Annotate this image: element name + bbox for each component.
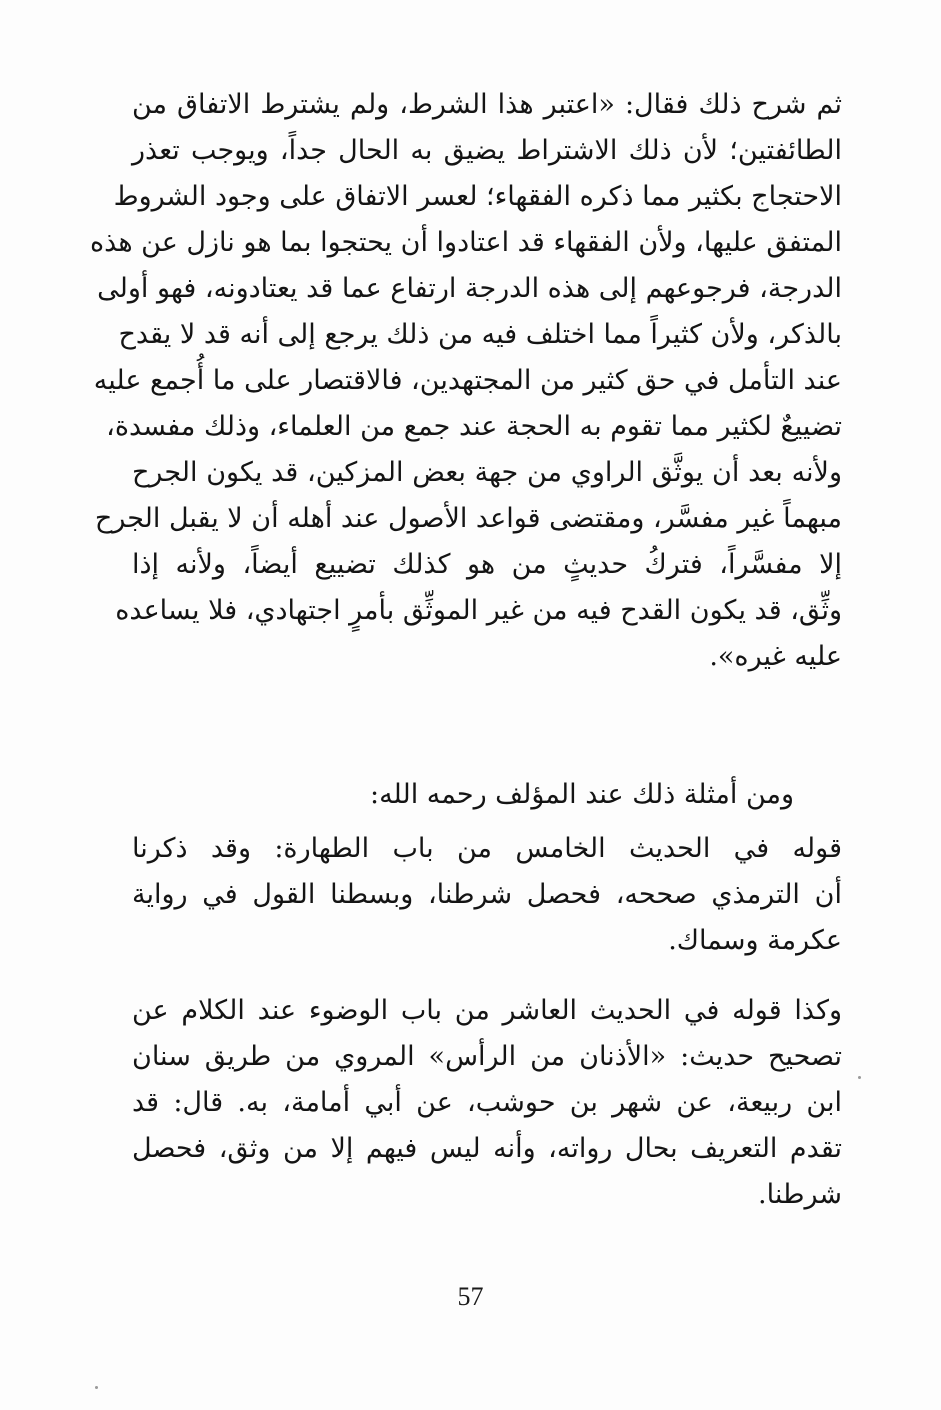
text-line: تقدم التعريف بحال رواته، وأنه ليس فيهم إلا من وثق، فحصل — [132, 1133, 842, 1164]
text-line: وثِّق، قد يكون القدح فيه من غير الموثِّق بأمرٍ اجتهادي، فلا يساعده — [115, 595, 842, 626]
text-line: المتفق عليها، ولأن الفقهاء قد اعتادوا أن يحتجوا بما هو نازل عن هذه — [90, 227, 842, 258]
page-number: 57 — [457, 1282, 484, 1311]
text-line: وكذا قوله في الحديث العاشر من باب الوضوء عند الكلام عن — [132, 995, 842, 1026]
quoted-paragraph — [90, 82, 842, 680]
text-line: ابن ربيعة، عن شهر بن حوشب، عن أبي أمامة، به. قال: قد — [132, 1087, 842, 1118]
text-line: عكرمة وسماك. — [668, 925, 842, 956]
text-line: قوله في الحديث الخامس من باب الطهارة: وقد ذكرنا — [132, 833, 842, 864]
examples-intro-line — [132, 772, 842, 818]
text-line: تصحيح حديث: «الأذنان من الرأس» المروي من طريق سنان — [132, 1041, 842, 1072]
text-line: ولأنه بعد أن يوثَّق الراوي من جهة بعض المزكين، قد يكون الجرح — [132, 457, 842, 488]
text-line: شرطنا. — [758, 1179, 842, 1210]
text-line: الطائفتين؛ لأن ذلك الاشتراط يضيق به الحال جداً، ويوجب تعذر — [132, 135, 842, 166]
text-line: ومن أمثلة ذلك عند المؤلف رحمه الله: — [369, 779, 794, 810]
text-line: أن الترمذي صححه، فحصل شرطنا، وبسطنا القول في رواية — [132, 879, 842, 910]
text-line: عند التأمل في حق كثير من المجتهدين، فالاقتصار على ما أُجمع عليه — [93, 365, 842, 396]
text-line: ثم شرح ذلك فقال: «اعتبر هذا الشرط، ولم يشترط الاتفاق من — [132, 89, 842, 120]
text-line: إلا مفسَّراً، فتركُ حديثٍ من هو كذلك تضييع أيضاً، ولأنه إذا — [132, 549, 842, 580]
text-line: مبهماً غير مفسَّر، ومقتضى قواعد الأصول عند أهله أن لا يقبل الجرح — [94, 503, 842, 534]
example-paragraph-2 — [132, 988, 842, 1218]
text-line: تضييعٌ لكثير مما تقوم به الحجة عند جمع من العلماء، وذلك مفسدة، — [106, 411, 842, 442]
text-line: الدرجة، فرجوعهم إلى هذه الدرجة ارتفاع عما قد يعتادونه، فهو أولى — [97, 273, 842, 304]
scan-speck — [95, 1386, 98, 1389]
example-paragraph-1 — [132, 826, 842, 964]
text-line: بالذكر، ولأن كثيراً مما اختلف فيه من ذلك يرجع إلى أنه قد لا يقدح — [118, 319, 842, 350]
scan-speck — [858, 1076, 861, 1079]
text-line: الاحتجاج بكثير مما ذكره الفقهاء؛ لعسر الاتفاق على وجود الشروط — [113, 181, 842, 212]
text-line: عليه غيره». — [709, 641, 842, 672]
